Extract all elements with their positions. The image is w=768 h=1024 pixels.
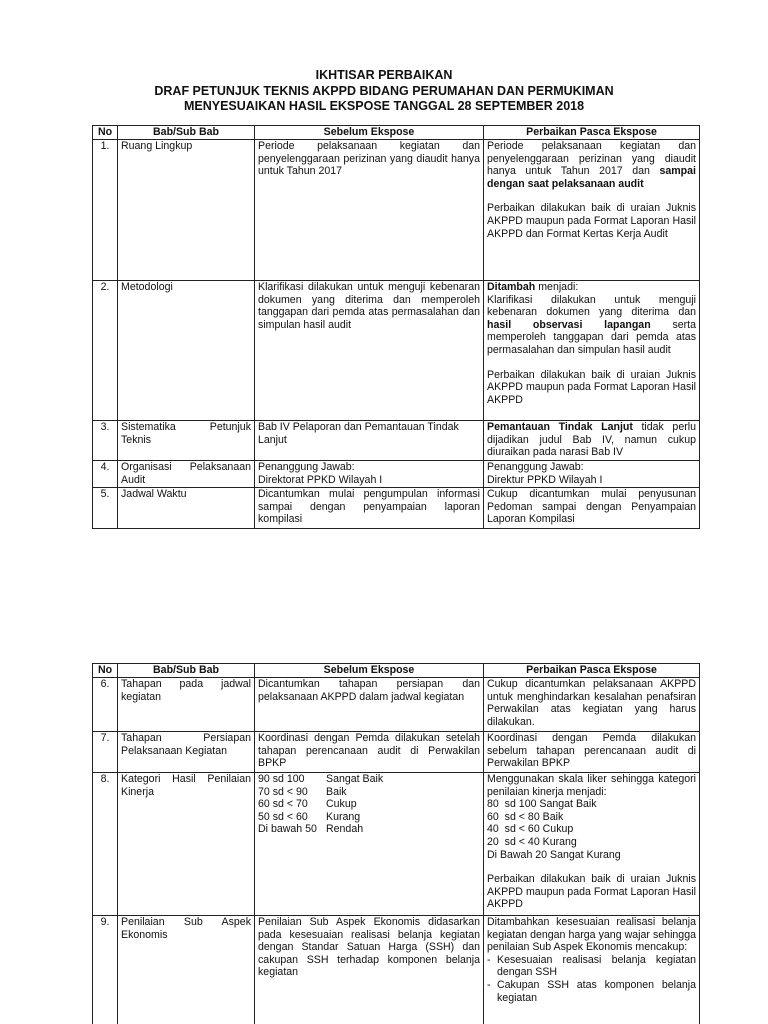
table-row xyxy=(93,421,700,461)
kategori-row xyxy=(258,811,480,824)
list-item-text: Kesesuaian realisasi belanja kegiatan dengan SSH xyxy=(497,953,696,979)
row-number: 2. xyxy=(93,281,118,421)
sesudah-text: Periode pelaksanaan kegiatan dan penyelenggaraan perizinan yang diaudit hanya untuk Tahun 2017 dan xyxy=(487,140,696,178)
kategori-row xyxy=(258,786,480,799)
row-number: 6. xyxy=(93,678,118,732)
kategori-row xyxy=(258,823,480,836)
sesudah-line: Direktur PPKD Wilayah I xyxy=(487,473,603,486)
sesudah-text: menjadi: xyxy=(535,281,579,293)
row-number: 5. xyxy=(93,488,118,529)
row-bab: Metodologi xyxy=(118,281,255,421)
kategori-line: 40 sd < 60 Cukup xyxy=(487,823,574,836)
row-bab: Sistematika Petunjuk Teknis xyxy=(118,421,255,461)
row-sebelum xyxy=(255,773,484,916)
row-bab: Ruang Lingkup xyxy=(118,140,255,281)
row-number: 1. xyxy=(93,140,118,281)
table-row xyxy=(93,916,700,1024)
sesudah-note: Perbaikan dilakukan baik di uraian Juknis AKPPD maupun pada Format Laporan Hasil AKPPD dan Format Kertas Kerja Audit xyxy=(487,202,696,240)
row-sesudah xyxy=(484,281,700,421)
row-bab: Organisasi Pelaksanaan Audit xyxy=(118,461,255,488)
header-subtitle: DRAF PETUNJUK TEKNIS AKPPD BIDANG PERUMAHAN DAN PERMUKIMAN xyxy=(154,83,614,98)
list-item: - Cakupan SSH atas komponen belanja kegiatan xyxy=(487,978,696,1004)
kategori-range: Di bawah 50 xyxy=(258,823,317,836)
row-bab: Kategori Hasil Penilaian Kinerja xyxy=(118,773,255,916)
row-sebelum: Bab IV Pelaporan dan Pemantauan Tindak Lanjut xyxy=(255,421,484,461)
sesudah-paragraph xyxy=(487,294,696,357)
sesudah-bold-text: Pemantauan Tindak Lanjut xyxy=(487,421,633,433)
row-sebelum xyxy=(255,461,484,488)
sesudah-note: Perbaikan dilakukan baik di uraian Juknis AKPPD maupun pada Format Laporan Hasil AKPPD xyxy=(487,873,696,911)
sesudah-line: Penanggung Jawab: xyxy=(487,461,584,473)
col-header-no: No xyxy=(93,664,118,678)
kategori-range: 90 sd 100 xyxy=(258,773,305,785)
kategori-row xyxy=(258,773,480,786)
col-header-no: No xyxy=(93,126,118,140)
row-sebelum: Penilaian Sub Aspek Ekonomis didasarkan pada kesesuaian realisasi belanja kegiatan dengan Standar Satuan Harga (SSH) dan cakupan SSH terhadap komponen belanja kegiatan xyxy=(255,916,484,1024)
sesudah-paragraph xyxy=(487,140,696,190)
row-sesudah: Koordinasi dengan Pemda dilakukan sebelum tahapan perencanaan audit di Perwakilan BPKP xyxy=(484,732,700,773)
row-sesudah xyxy=(484,916,700,1024)
kategori-range: 50 sd < 60 xyxy=(258,810,308,823)
table-row xyxy=(93,461,700,488)
sebelum-line: Direktorat PPKD Wilayah I xyxy=(258,473,383,486)
col-header-bab: Bab/Sub Bab xyxy=(118,126,255,140)
table-row xyxy=(93,773,700,916)
col-header-sebelum: Sebelum Ekspose xyxy=(255,664,484,678)
kategori-label: Kurang xyxy=(326,810,361,823)
table-header-row xyxy=(93,664,700,678)
sesudah-bold-text: sampai dengan saat pelaksanaan audit xyxy=(487,165,696,190)
row-number: 7. xyxy=(93,732,118,773)
kategori-line: Di Bawah 20 Sangat Kurang xyxy=(487,848,621,861)
row-sebelum: Dicantumkan tahapan persiapan dan pelaksanaan AKPPD dalam jadwal kegiatan xyxy=(255,678,484,732)
row-sebelum: Koordinasi dengan Pemda dilakukan setelah tahapan perencanaan audit di Perwakilan BPKP xyxy=(255,732,484,773)
kategori-range: 70 sd < 90 xyxy=(258,785,308,798)
kategori-row xyxy=(258,798,480,811)
revision-table-2 xyxy=(92,663,700,1024)
row-sesudah xyxy=(484,773,700,916)
table-row xyxy=(93,488,700,529)
kategori-line: 80 sd 100 Sangat Baik xyxy=(487,798,597,811)
table-row xyxy=(93,732,700,773)
kategori-label: Cukup xyxy=(326,798,357,811)
row-sesudah: Cukup dicantumkan mulai penyusunan Pedoman sampai dengan Penyampaian Laporan Kompilasi xyxy=(484,488,700,529)
kategori-line: 20 sd < 40 Kurang xyxy=(487,835,577,848)
row-sebelum: Klarifikasi dilakukan untuk menguji kebenaran dokumen yang diterima dan memperoleh tanggapan dari pemda atas permasalahan dan simpulan hasil audit xyxy=(255,281,484,421)
row-number: 4. xyxy=(93,461,118,488)
sesudah-bold-text: Ditambah xyxy=(487,281,536,293)
row-sebelum: Dicantumkan mulai pengumpulan informasi sampai dengan penyampaian laporan kompilasi xyxy=(255,488,484,529)
col-header-bab: Bab/Sub Bab xyxy=(118,664,255,678)
table-row xyxy=(93,678,700,732)
row-sesudah xyxy=(484,421,700,461)
list-item-text: Cakupan SSH atas komponen belanja kegiatan xyxy=(497,978,696,1004)
row-sesudah xyxy=(484,140,700,281)
revision-table-1 xyxy=(92,125,700,529)
sesudah-text: serta memperoleh tanggapan dari pemda atas permasalahan dan simpulan hasil audit xyxy=(487,318,696,356)
kategori-label: Sangat Baik xyxy=(326,773,384,785)
col-header-sesudah: Perbaikan Pasca Ekspose xyxy=(484,126,700,140)
col-header-sesudah: Perbaikan Pasca Ekspose xyxy=(484,664,700,678)
header-date-line: MENYESUAIKAN HASIL EKSPOSE TANGGAL 28 SEPTEMBER 2018 xyxy=(183,99,585,113)
kategori-label: Baik xyxy=(326,785,347,798)
row-sesudah: Cukup dicantumkan pelaksanaan AKPPD untuk menghindarkan kesalahan penafsiran Perwakilan atas kegiatan yang harus dilakukan. xyxy=(484,678,700,732)
row-bab: Jadwal Waktu xyxy=(118,488,255,529)
sesudah-intro: Ditambahkan kesesuaian realisasi belanja kegiatan dengan harga yang wajar sehingga penilaian Sub Aspek Ekonomis mencakup: xyxy=(487,916,696,954)
row-number: 3. xyxy=(93,421,118,461)
sesudah-note: Perbaikan dilakukan baik di uraian Juknis AKPPD maupun pada Format Laporan Hasil AKPPD xyxy=(487,368,696,406)
list-item: - Kesesuaian realisasi belanja kegiatan dengan SSH xyxy=(487,953,696,979)
sebelum-line: Penanggung Jawab: xyxy=(258,461,355,473)
sesudah-text: tidak perlu dijadikan judul Bab IV, namun cukup diuraikan pada narasi Bab IV xyxy=(487,421,696,459)
row-bab: Penilaian Sub Aspek Ekonomis xyxy=(118,916,255,1024)
header-title: IKHTISAR PERBAIKAN xyxy=(315,68,453,82)
table-row xyxy=(93,281,700,421)
kategori-line: 60 sd < 80 Baik xyxy=(487,810,564,823)
sesudah-bold-text: hasil observasi lapangan xyxy=(487,318,651,331)
col-header-sebelum: Sebelum Ekspose xyxy=(255,126,484,140)
kategori-range: 60 sd < 70 xyxy=(258,798,308,811)
row-number: 8. xyxy=(93,773,118,916)
row-bab: Tahapan pada jadwal kegiatan xyxy=(118,678,255,732)
kategori-label: Rendah xyxy=(326,823,364,836)
table-row xyxy=(93,140,700,281)
document-header xyxy=(0,68,768,115)
sesudah-text: Klarifikasi dilakukan untuk menguji kebenaran dokumen yang diterima dan xyxy=(487,293,696,319)
sesudah-intro: Menggunakan skala liker sehingga kategori penilaian kinerja menjadi: xyxy=(487,773,696,798)
table-header-row xyxy=(93,126,700,140)
row-number: 9. xyxy=(93,916,118,1024)
row-sebelum: Periode pelaksanaan kegiatan dan penyelenggaraan perizinan yang diaudit hanya untuk Tahun 2017 xyxy=(255,140,484,281)
row-bab: Tahapan Persiapan Pelaksanaan Kegiatan xyxy=(118,732,255,773)
sesudah-lead xyxy=(487,281,696,294)
row-sesudah xyxy=(484,461,700,488)
